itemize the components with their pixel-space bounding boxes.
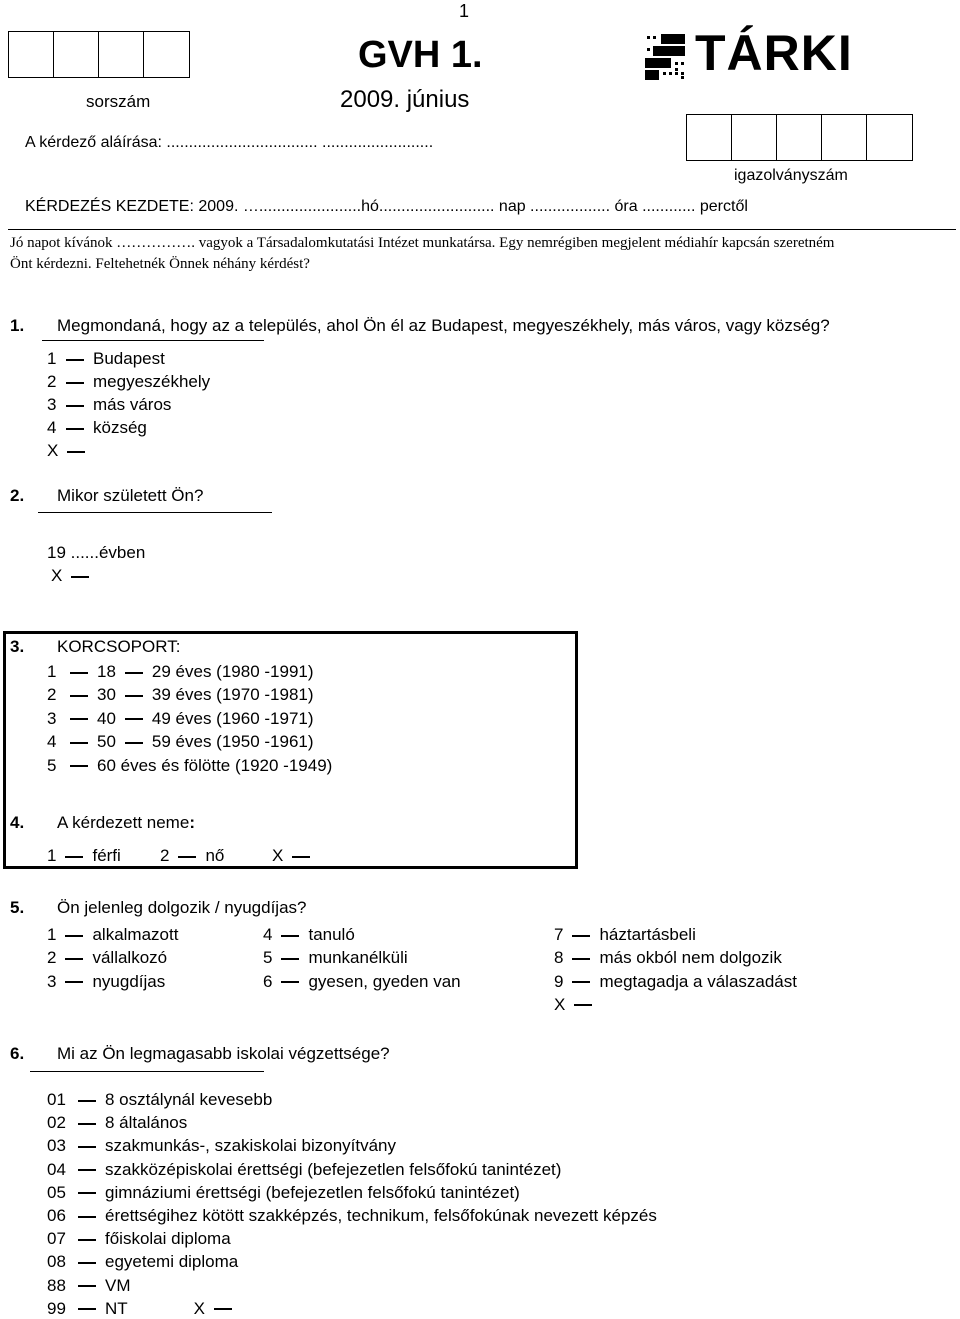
start-time-line[interactable]: KÉRDEZÉS KEZDETE: 2009. ….......................hó.......................... nap .................. óra ............ perctől xyxy=(25,198,748,215)
employment-option[interactable] xyxy=(263,925,355,945)
option-code: 8 xyxy=(554,948,564,968)
signature-line[interactable]: A kérdező aláírása: .................................. ......................... xyxy=(25,134,434,151)
option-label: megtagadja a válaszadást xyxy=(599,971,797,991)
sorszam-boxes[interactable] xyxy=(8,31,190,78)
option-label: tanuló xyxy=(308,925,355,944)
option-label: NT xyxy=(105,1298,128,1318)
option-label: megyeszékhely xyxy=(93,372,211,391)
dash xyxy=(78,1308,96,1310)
option-code: 99 xyxy=(47,1298,66,1318)
option-label: község xyxy=(93,418,147,437)
id-box[interactable] xyxy=(822,115,867,160)
q4-number: 4. xyxy=(10,813,25,832)
dash xyxy=(572,981,590,983)
dash xyxy=(67,451,85,453)
option-label: szakmunkás-, szakiskolai bizonyítvány xyxy=(105,1136,397,1156)
option-label: 39 éves (1970 -1981) xyxy=(151,685,314,705)
id-label: igazolványszám xyxy=(734,167,848,184)
dash xyxy=(125,742,143,744)
dash xyxy=(70,695,88,697)
education-option[interactable] xyxy=(47,1090,272,1110)
dash xyxy=(78,1285,96,1287)
option-label: nő xyxy=(205,846,225,865)
dash xyxy=(70,742,88,744)
option-code: 4 xyxy=(47,732,57,752)
q6-underline xyxy=(30,1071,264,1072)
employment-option[interactable] xyxy=(47,972,165,992)
dash xyxy=(78,1239,96,1241)
option-code: 6 xyxy=(263,971,273,991)
q2-underline xyxy=(38,512,272,513)
dash xyxy=(66,359,84,361)
option-code: 4 xyxy=(263,925,273,944)
q3-number: 3. xyxy=(10,637,25,656)
option-code: 08 xyxy=(47,1252,66,1272)
option-label: férfi xyxy=(92,846,121,865)
option-code: 3 xyxy=(47,395,57,414)
sorszam-box[interactable] xyxy=(99,32,144,77)
option-code: 4 xyxy=(47,418,57,437)
q2-number: 2. xyxy=(10,486,25,505)
option-label: gimnáziumi érettségi (befejezetlen felsőfokú tanintézet) xyxy=(105,1182,520,1202)
dash xyxy=(78,1262,96,1264)
option-label: 8 általános xyxy=(105,1113,188,1133)
q1-number: 1. xyxy=(10,316,25,335)
id-box[interactable] xyxy=(732,115,777,160)
dash xyxy=(178,856,196,858)
q1-text: Megmondaná, hogy az a település, ahol Ön él az Budapest, megyeszékhely, más város, vagy község? xyxy=(57,316,830,335)
q6-number: 6. xyxy=(10,1044,25,1063)
q4-text-main: A kérdezett neme xyxy=(57,813,190,832)
sex-option[interactable] xyxy=(272,846,319,866)
education-option[interactable] xyxy=(47,1136,396,1156)
option-code: 06 xyxy=(47,1206,66,1225)
option-code: 2 xyxy=(47,372,57,391)
id-box[interactable] xyxy=(687,115,732,160)
option-code: 2 xyxy=(160,846,170,865)
dash xyxy=(70,672,88,674)
q2-x-code: X xyxy=(51,566,63,585)
option-label: munkanélküli xyxy=(308,948,408,968)
option-code: 1 xyxy=(47,846,57,865)
header-divider xyxy=(8,229,956,230)
dash xyxy=(125,672,143,674)
q4-colon: : xyxy=(189,813,195,832)
sorszam-box[interactable] xyxy=(9,32,54,77)
education-option[interactable] xyxy=(47,1183,520,1203)
option-code: 1 xyxy=(47,925,57,944)
employment-option[interactable] xyxy=(554,948,782,968)
dash xyxy=(572,958,590,960)
dash xyxy=(281,958,299,960)
sorszam-box[interactable] xyxy=(144,32,189,77)
employment-option[interactable] xyxy=(47,948,167,968)
age-group-option[interactable] xyxy=(47,709,314,729)
tarki-logo-mark-icon xyxy=(645,32,687,80)
option-label: 49 éves (1960 -1971) xyxy=(151,708,314,728)
page-title: GVH 1. xyxy=(358,34,483,76)
employment-option[interactable] xyxy=(554,972,797,992)
option-label: 59 éves (1950 -1961) xyxy=(151,732,314,752)
dash xyxy=(574,1004,592,1006)
dash xyxy=(78,1169,96,1171)
option-label: Budapest xyxy=(93,349,165,368)
q6-x-code: X xyxy=(193,1298,206,1318)
dash xyxy=(71,576,89,578)
option-label: érettségihez kötött szakképzés, technikum, felsőfokúnak nevezett képzés xyxy=(105,1206,657,1225)
option-label: más okból nem dolgozik xyxy=(599,948,782,968)
option-code: X xyxy=(272,846,284,865)
age-range-start: 50 xyxy=(97,732,116,752)
intro-line-2: Önt kérdezni. Feltehetnék Önnek néhány kérdést? xyxy=(10,256,310,272)
option-label: gyesen, gyeden van xyxy=(308,971,461,991)
age-range-start: 18 xyxy=(97,662,116,681)
option-code: X xyxy=(554,994,566,1014)
dash xyxy=(78,1216,96,1218)
option-code: 01 xyxy=(47,1090,66,1109)
age-range-start: 30 xyxy=(97,685,116,705)
tarki-logo xyxy=(645,25,853,85)
sex-option[interactable] xyxy=(47,846,121,866)
option-label: 29 éves (1980 -1991) xyxy=(151,662,314,681)
option-code: 05 xyxy=(47,1182,66,1202)
dash xyxy=(281,981,299,983)
option-label: más város xyxy=(93,395,172,414)
dash xyxy=(78,1100,96,1102)
survey-date: 2009. június xyxy=(340,86,470,113)
employment-option[interactable] xyxy=(263,972,461,992)
dash xyxy=(65,958,83,960)
q3-text: KORCSOPORT: xyxy=(57,637,181,656)
dash xyxy=(125,695,143,697)
q4-text xyxy=(57,813,195,833)
option-code: 07 xyxy=(47,1229,66,1249)
option-label: alkalmazott xyxy=(92,925,179,944)
age-range-start: 40 xyxy=(97,708,116,728)
dash xyxy=(66,382,84,384)
dash xyxy=(78,1192,96,1194)
option-label: 8 osztálynál kevesebb xyxy=(105,1090,273,1109)
q6-text: Mi az Ön legmagasabb iskolai végzettsége? xyxy=(57,1044,390,1063)
option-code: 5 xyxy=(47,755,57,775)
age-group-option[interactable] xyxy=(47,756,332,776)
page-number: 1 xyxy=(459,1,470,21)
age-group-option[interactable] xyxy=(47,685,314,705)
option-code: 88 xyxy=(47,1275,66,1295)
option-code: 3 xyxy=(47,971,57,991)
option-label: nyugdíjas xyxy=(92,971,166,991)
option-item[interactable] xyxy=(47,395,171,415)
dash xyxy=(125,718,143,720)
option-label: háztartásbeli xyxy=(599,925,696,944)
education-option[interactable] xyxy=(47,1229,231,1249)
id-box[interactable] xyxy=(867,115,912,160)
option-label: VM xyxy=(105,1275,131,1295)
option-label: 60 éves és fölötte (1920 -1949) xyxy=(97,755,333,775)
option-item[interactable] xyxy=(47,372,210,392)
education-option[interactable] xyxy=(47,1113,187,1133)
option-label: főiskolai diploma xyxy=(105,1229,231,1249)
intro-line-1: Jó napot kívánok ……………. vagyok a Társadalomkutatási Intézet munkatársa. Egy nemrégiben megjelent médiahír kapcsán szeretném xyxy=(10,235,835,251)
option-label: szakközépiskolai érettségi (befejezetlen felsőfokú tanintézet) xyxy=(105,1159,562,1179)
dash xyxy=(65,935,83,937)
dash xyxy=(281,935,299,937)
dash xyxy=(572,935,590,937)
id-boxes[interactable] xyxy=(686,114,913,161)
option-code: 1 xyxy=(47,662,57,681)
sex-option[interactable] xyxy=(160,846,224,866)
q5-text: Ön jelenleg dolgozik / nyugdíjas? xyxy=(57,898,307,917)
option-item[interactable] xyxy=(47,418,147,438)
option-label: egyetemi diploma xyxy=(105,1252,239,1272)
option-label: vállalkozó xyxy=(92,948,168,968)
employment-option[interactable] xyxy=(554,925,696,945)
q1-underline xyxy=(42,340,264,341)
dash xyxy=(78,1123,96,1125)
option-code: 02 xyxy=(47,1113,66,1133)
id-box[interactable] xyxy=(777,115,822,160)
dash xyxy=(214,1308,232,1310)
q2-text: Mikor született Ön? xyxy=(57,486,204,505)
education-option[interactable] xyxy=(47,1276,131,1296)
option-code: 04 xyxy=(47,1159,66,1179)
option-code: 2 xyxy=(47,685,57,705)
employment-option[interactable] xyxy=(554,995,601,1015)
tarki-logo-text: TÁRKI xyxy=(695,25,853,81)
option-code: 2 xyxy=(47,948,57,968)
option-code: 5 xyxy=(263,948,273,968)
dash xyxy=(78,1146,96,1148)
option-code: 3 xyxy=(47,708,57,728)
employment-option[interactable] xyxy=(47,925,178,945)
option-item[interactable] xyxy=(47,349,165,369)
employment-option[interactable] xyxy=(263,948,408,968)
option-code: 9 xyxy=(554,971,564,991)
education-option[interactable] xyxy=(47,1160,561,1180)
dash xyxy=(70,718,88,720)
option-code: X xyxy=(47,441,59,460)
option-code: 03 xyxy=(47,1136,66,1156)
q5-number: 5. xyxy=(10,898,25,917)
education-option[interactable] xyxy=(47,1206,657,1226)
age-group-option[interactable] xyxy=(47,732,314,752)
q2-x-option[interactable] xyxy=(51,566,98,586)
option-code: 7 xyxy=(554,925,564,944)
sorszam-label: sorszám xyxy=(86,92,151,111)
dash xyxy=(70,765,88,767)
education-option[interactable] xyxy=(47,1252,238,1272)
dash xyxy=(292,856,310,858)
dash xyxy=(66,405,84,407)
sorszam-box[interactable] xyxy=(54,32,99,77)
dash xyxy=(65,981,83,983)
dash xyxy=(65,856,83,858)
age-group-option[interactable] xyxy=(47,662,314,682)
option-item[interactable] xyxy=(47,441,94,461)
option-code: 1 xyxy=(47,349,57,368)
dash xyxy=(66,428,84,430)
q2-answer[interactable]: 19 ......évben xyxy=(47,543,146,562)
